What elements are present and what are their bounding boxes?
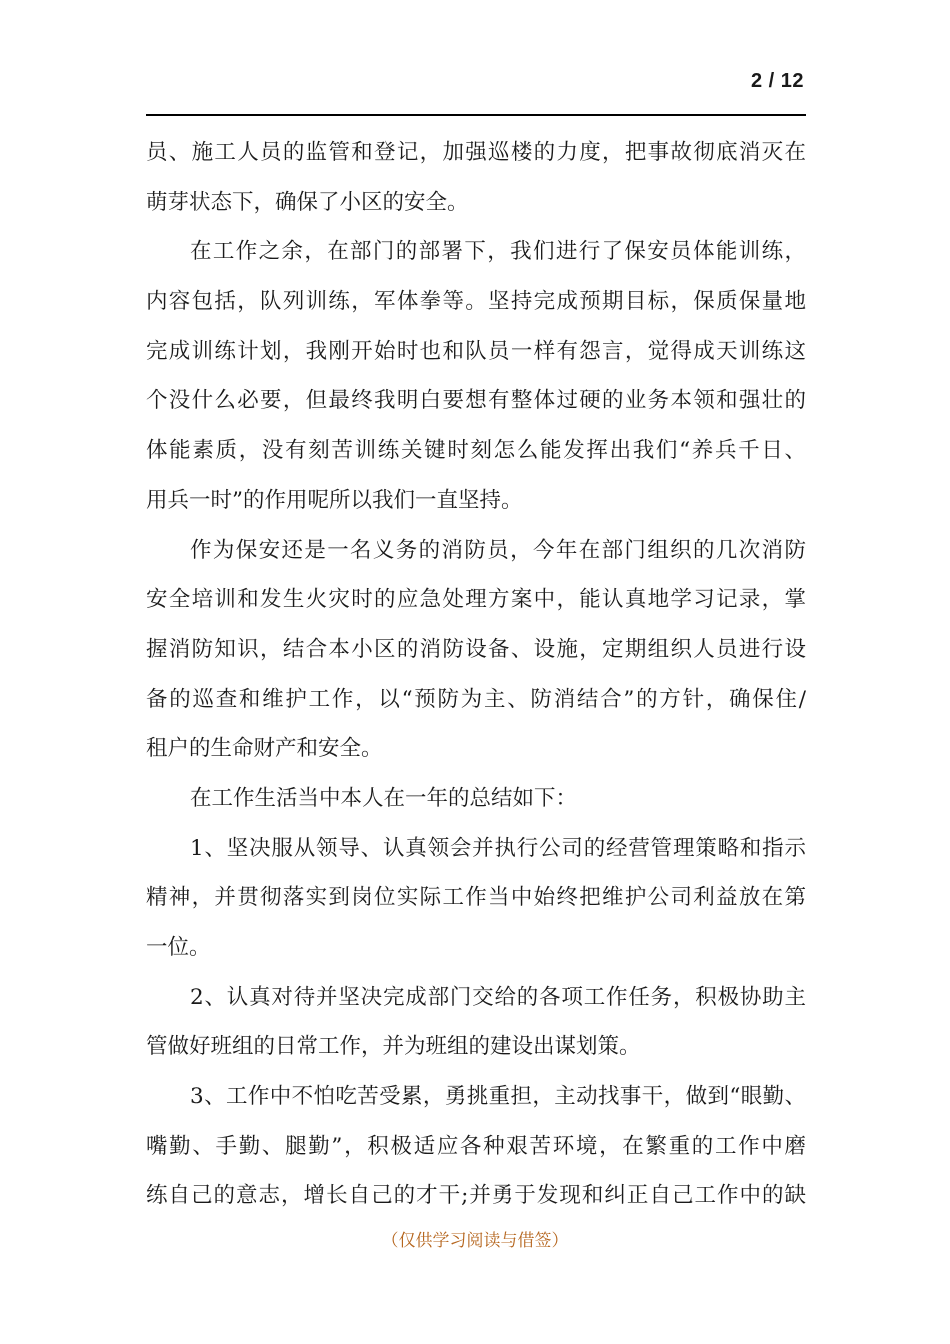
text-line: 员、施工人员的监管和登记，加强巡楼的力度，把事故彻底消灭在	[146, 140, 806, 165]
text-line: 一位。	[146, 935, 211, 960]
text-line: 练自己的意志，增长自己的才干;并勇于发现和纠正自己工作中的缺	[146, 1183, 806, 1209]
text-line: 备的巡查和维护工作，以“预防为主、防消结合”的方针，确保住/	[146, 686, 806, 712]
text-line: 安全培训和发生火灾时的应急处理方案中，能认真地学习记录，掌	[146, 587, 806, 613]
text-line: 用兵一时”的作用呢所以我们一直坚持。	[146, 487, 523, 513]
document-body	[146, 128, 806, 1221]
header-divider	[146, 114, 806, 116]
text-line: 租户的生命财产和安全。	[146, 736, 383, 762]
text-line: 2、认真对待并坚决完成部门交给的各项工作任务，积极协助主	[190, 984, 806, 1010]
text-line: 个没什么必要，但最终我明白要想有整体过硬的业务本领和强壮的	[146, 388, 806, 414]
page-number: 2 / 12	[750, 70, 804, 92]
text-line: 在工作生活当中本人在一年的总结如下：	[190, 785, 578, 811]
text-line: 握消防知识，结合本小区的消防设备、设施，定期组织人员进行设	[146, 636, 806, 662]
footer-note: （仅供学习阅读与借签）	[381, 1231, 569, 1251]
text-line: 嘴勤、手勤、腿勤”，积极适应各种艰苦环境，在繁重的工作中磨	[146, 1133, 806, 1159]
text-line: 1、坚决服从领导、认真领会并执行公司的经营管理策略和指示	[190, 835, 806, 861]
text-line: 萌芽状态下，确保了小区的安全。	[146, 189, 469, 215]
text-line: 管做好班组的日常工作，并为班组的建设出谋划策。	[146, 1034, 641, 1060]
text-line: 内容包括，队列训练，军体拳等。坚持完成预期目标，保质保量地	[146, 289, 806, 315]
text-line: 3、工作中不怕吃苦受累，勇挑重担，主动找事干，做到“眼勤、	[190, 1084, 806, 1110]
text-line: 精神，并贯彻落实到岗位实际工作当中始终把维护公司利益放在第	[146, 885, 806, 911]
text-line: 完成训练计划，我刚开始时也和队员一样有怨言，觉得成天训练这	[146, 338, 806, 364]
text-line: 作为保安还是一名义务的消防员，今年在部门组织的几次消防	[190, 537, 806, 563]
text-line: 体能素质，没有刻苦训练关键时刻怎么能发挥出我们“养兵千日、	[146, 438, 806, 464]
text-line: 在工作之余，在部门的部署下，我们进行了保安员体能训练，	[190, 239, 806, 265]
